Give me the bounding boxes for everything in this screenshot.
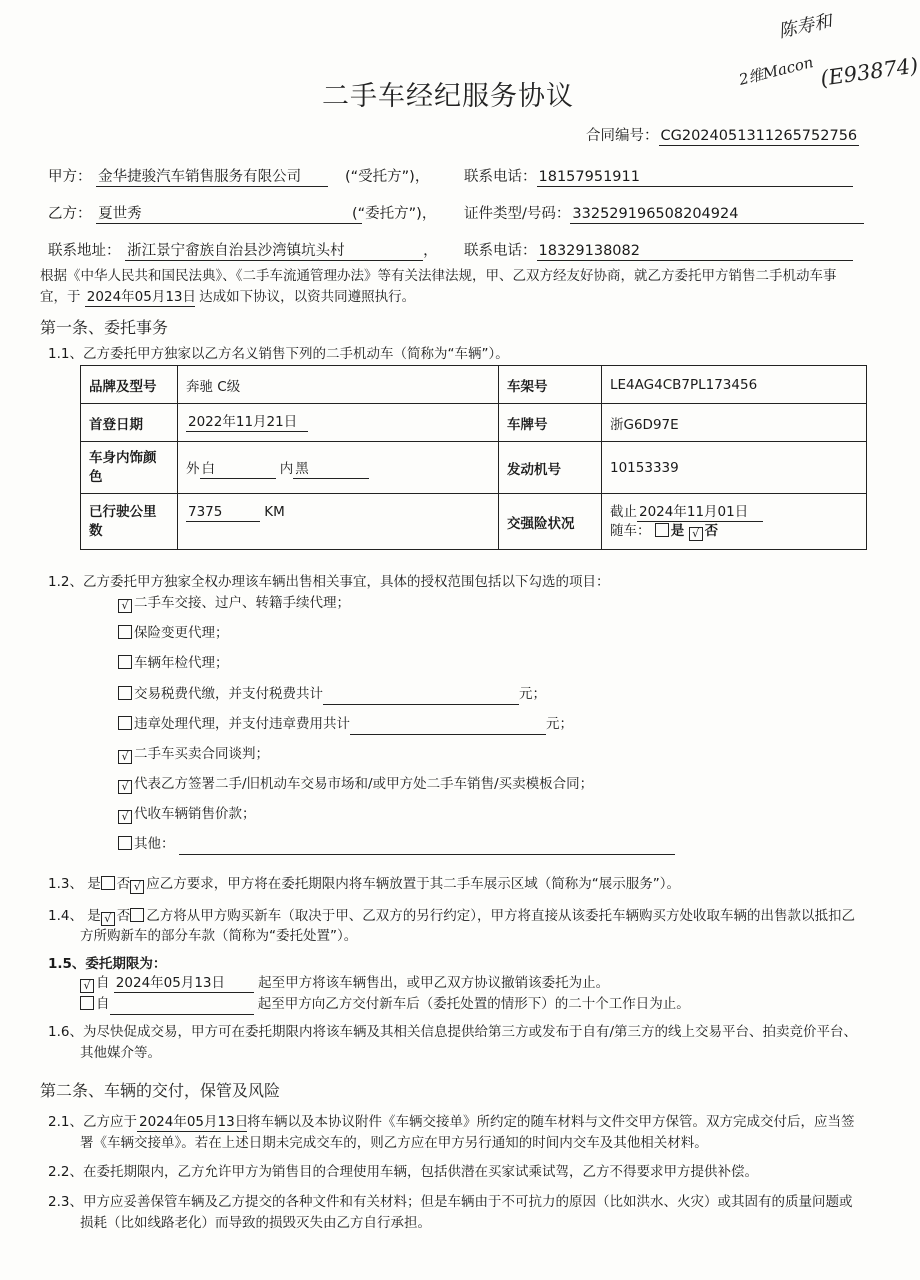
- option-3-label: 车辆年检代理；: [134, 655, 229, 671]
- party-a-name: 金华捷骏汽车销售服务有限公司: [96, 169, 328, 187]
- option-4-checkbox[interactable]: [118, 686, 132, 700]
- party-a-phone: [464, 165, 853, 187]
- item-1-4-no-label: 否: [116, 908, 131, 924]
- party-a-label: 甲方：: [48, 169, 92, 185]
- option-3-checkbox[interactable]: [118, 655, 132, 669]
- item-2-2-text: 在委托期限内，乙方允许甲方为销售目的合理使用车辆，包括供潜在买家试乘试驾，乙方不得要求甲方提供补偿。: [82, 1164, 758, 1180]
- plate-value: 浙G6D97E: [602, 404, 867, 442]
- contact-separator: ，: [423, 243, 438, 259]
- option-5-checkbox[interactable]: [118, 716, 132, 730]
- option-5-amount-field[interactable]: [350, 720, 546, 735]
- item-1-4-yes-checkbox[interactable]: √: [101, 912, 115, 926]
- item-1-2-number: 1.2、: [48, 574, 83, 590]
- table-row: [81, 366, 867, 404]
- item-1-2-text: 乙方委托甲方独家全权办理该车辆出售相关事宜，具体的授权范围包括以下勾选的项目：: [82, 574, 610, 590]
- option-1-label: 二手车交接、过户、转籍手续代理；: [134, 595, 350, 611]
- item-1-3-no-label: 否: [116, 876, 131, 892]
- item-1-5-row-1-text: 起至甲方将该车辆售出，或甲乙双方协议撤销该委托为止。: [258, 975, 610, 991]
- option-9-label: 其他：: [134, 836, 175, 852]
- option-9-checkbox[interactable]: [118, 836, 132, 850]
- item-1-3-text: 应乙方要求，甲方将在委托期限内将车辆放置于其二手车展示区域（简称为“展示服务”）。: [146, 876, 681, 892]
- item-1-6-line-2: 其他媒介等。: [80, 1045, 161, 1061]
- mileage-unit: KM: [264, 504, 285, 520]
- handwritten-line-1: 陈寿和: [776, 10, 834, 43]
- item-1-1-text: 乙方委托甲方独家以乙方名义销售下列的二手机动车（简称为“车辆”）。: [82, 346, 509, 362]
- insurance-with-vehicle: [610, 522, 858, 541]
- party-b-label: 乙方：: [48, 206, 92, 222]
- contract-number-value: CG2024051311265752756: [660, 128, 858, 144]
- option-row-5: [118, 714, 573, 735]
- item-1-2: [48, 572, 609, 593]
- party-b-name: 夏世秀: [96, 206, 362, 224]
- item-1-5: [48, 954, 166, 975]
- item-1-5-row-2-checkbox[interactable]: [80, 996, 94, 1010]
- intro-suffix: 达成如下协议，以资共同遵照执行。: [199, 289, 416, 305]
- contract-number: [586, 124, 859, 146]
- item-1-4: [48, 906, 855, 927]
- item-1-5-row-1-date: 2024年05月13日: [114, 975, 254, 993]
- interior-prefix: 内: [279, 460, 294, 477]
- item-1-4-line-2: 方所购新车的部分车款（简称为“委托处置”）。: [80, 928, 358, 944]
- item-1-3: [48, 874, 680, 895]
- option-row-4: [118, 684, 546, 705]
- party-a-row: [48, 165, 328, 187]
- item-1-5-number: 1.5、: [48, 956, 86, 972]
- item-1-6-text: 为尽快促成交易，甲方可在委托期限内将该车辆及其相关信息提供给第三方或发布于自有/第三方的线上交易平台、拍卖竞价平台、: [82, 1024, 858, 1040]
- interior-color: 黑: [293, 461, 369, 479]
- item-1-5-row-2-date-field[interactable]: [110, 1000, 254, 1015]
- option-row-6: [118, 744, 269, 765]
- party-a-role: (“受托方”)，: [345, 169, 430, 185]
- insurance-no-label: 否: [704, 522, 719, 539]
- section-2-title: 第二条、车辆的交付，保管及风险: [40, 1081, 281, 1100]
- intro-line-2: [40, 287, 415, 308]
- item-1-3-yes-checkbox[interactable]: [101, 876, 115, 890]
- item-2-1: [48, 1112, 854, 1133]
- party-b-id: [464, 202, 864, 224]
- brand-value: 奔驰 C级: [178, 366, 499, 404]
- item-2-1-line-2: 署《车辆交接单》。若在上述日期未完成交车的，则乙方应在甲方另行通知的时间内交车及其他相关材料。: [80, 1135, 708, 1151]
- party-a-phone-label: 联系电话：: [464, 169, 537, 185]
- mileage-label: 已行驶公里数: [81, 494, 178, 550]
- item-1-6: [48, 1022, 857, 1043]
- option-5-suffix: 元；: [546, 716, 573, 732]
- contract-number-label: 合同编号：: [586, 128, 659, 144]
- insurance-cell: [602, 494, 867, 550]
- item-1-6-number: 1.6、: [48, 1024, 83, 1040]
- engine-label: 发动机号: [499, 442, 602, 494]
- option-4-suffix: 元；: [519, 686, 546, 702]
- option-4-amount-field[interactable]: [323, 690, 519, 705]
- exterior-color: 白: [200, 461, 276, 479]
- item-1-5-row-1-checkbox[interactable]: √: [80, 979, 94, 993]
- item-1-4-text: 乙方将从甲方购买新车（取决于甲、乙双方的另行约定），甲方将直接从该委托车辆购买方处收取车辆的出售款以抵扣乙: [146, 908, 856, 924]
- party-b-row: [48, 202, 362, 224]
- table-row: [81, 494, 867, 550]
- item-2-1-text: 将车辆以及本协议附件《车辆交接单》所约定的随车材料与文件交甲方保管。双方完成交付后，应当签: [246, 1114, 855, 1130]
- contact-phone-label: 联系电话：: [464, 243, 537, 259]
- insurance-yes-label: 是: [670, 522, 685, 539]
- item-2-3-line-2: 损耗（比如线路老化）而导致的损毁灭失由乙方自行承担。: [80, 1215, 431, 1231]
- contact-phone: [464, 239, 853, 261]
- mileage-cell: [178, 494, 499, 550]
- party-b-id-label: 证件类型/号码：: [464, 206, 571, 222]
- option-8-label: 代收车辆销售价款；: [134, 806, 256, 822]
- handwritten-line-2: 2维Macon: [737, 53, 816, 89]
- option-5-label: 违章处理代理，并支付违章费用共计: [134, 716, 350, 732]
- item-2-1-prefix: 乙方应于: [82, 1114, 137, 1130]
- engine-value: 10153339: [602, 442, 867, 494]
- insurance-no-checkbox[interactable]: √: [689, 527, 703, 541]
- reg-date-label: 首登日期: [81, 404, 178, 442]
- option-9-other-field[interactable]: [179, 840, 675, 855]
- item-2-2-number: 2.2、: [48, 1164, 83, 1180]
- item-1-3-no-checkbox[interactable]: √: [130, 880, 144, 894]
- vin-value: LE4AG4CB7PL173456: [602, 366, 867, 404]
- option-2-label: 保险变更代理；: [134, 625, 229, 641]
- item-1-5-row-2-prefix: 自: [96, 996, 110, 1012]
- insurance-expiry-date: 2024年11月01日: [637, 504, 763, 522]
- handwritten-line-3: (E93874): [818, 53, 920, 91]
- option-row-1: [118, 593, 350, 614]
- item-1-4-number: 1.4、: [48, 908, 83, 924]
- document-title: 二手车经纪服务协议: [322, 81, 574, 112]
- option-row-2: [118, 623, 229, 644]
- section-1-title: 第一条、委托事务: [40, 318, 169, 337]
- contact-phone-value: 18329138082: [537, 243, 853, 261]
- item-2-3-text: 甲方应妥善保管车辆及乙方提交的各种文件和有关材料；但是车辆由于不可抗力的原因（比如洪水、火灾）或其固有的质量问题或: [82, 1194, 853, 1210]
- contact-label: 联系地址：: [48, 243, 121, 259]
- item-1-1: [48, 344, 509, 365]
- plate-label: 车牌号: [499, 404, 602, 442]
- party-b-id-value: 332529196508204924: [570, 206, 864, 224]
- contact-address: 浙江景宁畲族自治县沙湾镇坑头村: [125, 243, 423, 261]
- item-1-5-row-2-text: 起至甲方向乙方交付新车后（委托处置的情形下）的二十个工作日为止。: [257, 996, 690, 1012]
- item-2-1-date: 2024年05月13日: [138, 1114, 249, 1130]
- option-8-checkbox[interactable]: √: [118, 810, 132, 824]
- table-row: [81, 442, 867, 494]
- item-1-3-number: 1.3、: [48, 876, 83, 892]
- mileage-value: 7375: [186, 504, 260, 522]
- vin-label: 车架号: [499, 366, 602, 404]
- option-2-checkbox[interactable]: [118, 625, 132, 639]
- insurance-yes-checkbox[interactable]: [655, 523, 669, 537]
- intro-date: 2024年05月13日: [86, 289, 197, 305]
- intro-line-1: 根据《中华人民共和国民法典》、《二手车流通管理办法》等有关法律法规，甲、乙双方经友好协商，就乙方委托甲方销售二手机动车事: [40, 268, 837, 284]
- item-2-3: [48, 1192, 852, 1213]
- insurance-label: 交强险状况: [499, 494, 602, 550]
- insurance-expiry: [610, 503, 858, 522]
- option-row-9: [118, 834, 675, 855]
- table-row: [81, 404, 867, 442]
- item-1-5-row-1-prefix: 自: [96, 975, 110, 991]
- insurance-expiry-prefix: 截止: [610, 503, 637, 520]
- option-row-8: [118, 804, 256, 825]
- option-1-checkbox[interactable]: √: [118, 599, 132, 613]
- color-label: 车身内饰颜色: [81, 442, 178, 494]
- option-7-checkbox[interactable]: √: [118, 780, 132, 794]
- brand-label: 品牌及型号: [81, 366, 178, 404]
- exterior-prefix: 外: [186, 460, 200, 477]
- color-cell: [178, 442, 499, 494]
- item-1-4-yes-label: 是: [87, 908, 101, 924]
- handwritten-note: [737, 10, 920, 102]
- reg-date-value: 2022年11月21日: [186, 414, 308, 432]
- reg-date-cell: [178, 404, 499, 442]
- item-2-3-number: 2.3、: [48, 1194, 83, 1210]
- option-7-label: 代表乙方签署二手/旧机动车交易市场和/或甲方处二手车销售/买卖模板合同；: [134, 776, 594, 792]
- option-4-label: 交易税费代缴，并支付税费共计: [134, 686, 323, 702]
- option-6-checkbox[interactable]: √: [118, 750, 132, 764]
- item-1-5-row-2: [80, 994, 690, 1015]
- party-b-role: (“委托方”)，: [352, 206, 437, 222]
- item-1-5-row-1: [80, 973, 609, 994]
- contact-row: [48, 239, 438, 261]
- option-6-label: 二手车买卖合同谈判；: [134, 746, 269, 762]
- option-row-7: [118, 774, 593, 795]
- party-a-phone-value: 18157951911: [537, 169, 853, 187]
- item-1-1-number: 1.1、: [48, 346, 83, 362]
- item-2-1-number: 2.1、: [48, 1114, 83, 1130]
- vehicle-info-table: [80, 365, 867, 550]
- intro-prefix: 宜，于: [40, 289, 81, 305]
- item-1-5-title: 委托期限为：: [85, 956, 167, 972]
- item-1-4-no-checkbox[interactable]: [130, 908, 144, 922]
- item-1-3-yes-label: 是: [87, 876, 101, 892]
- option-row-3: [118, 653, 229, 674]
- item-2-2: [48, 1162, 758, 1183]
- insurance-with-label: 随车：: [610, 522, 651, 539]
